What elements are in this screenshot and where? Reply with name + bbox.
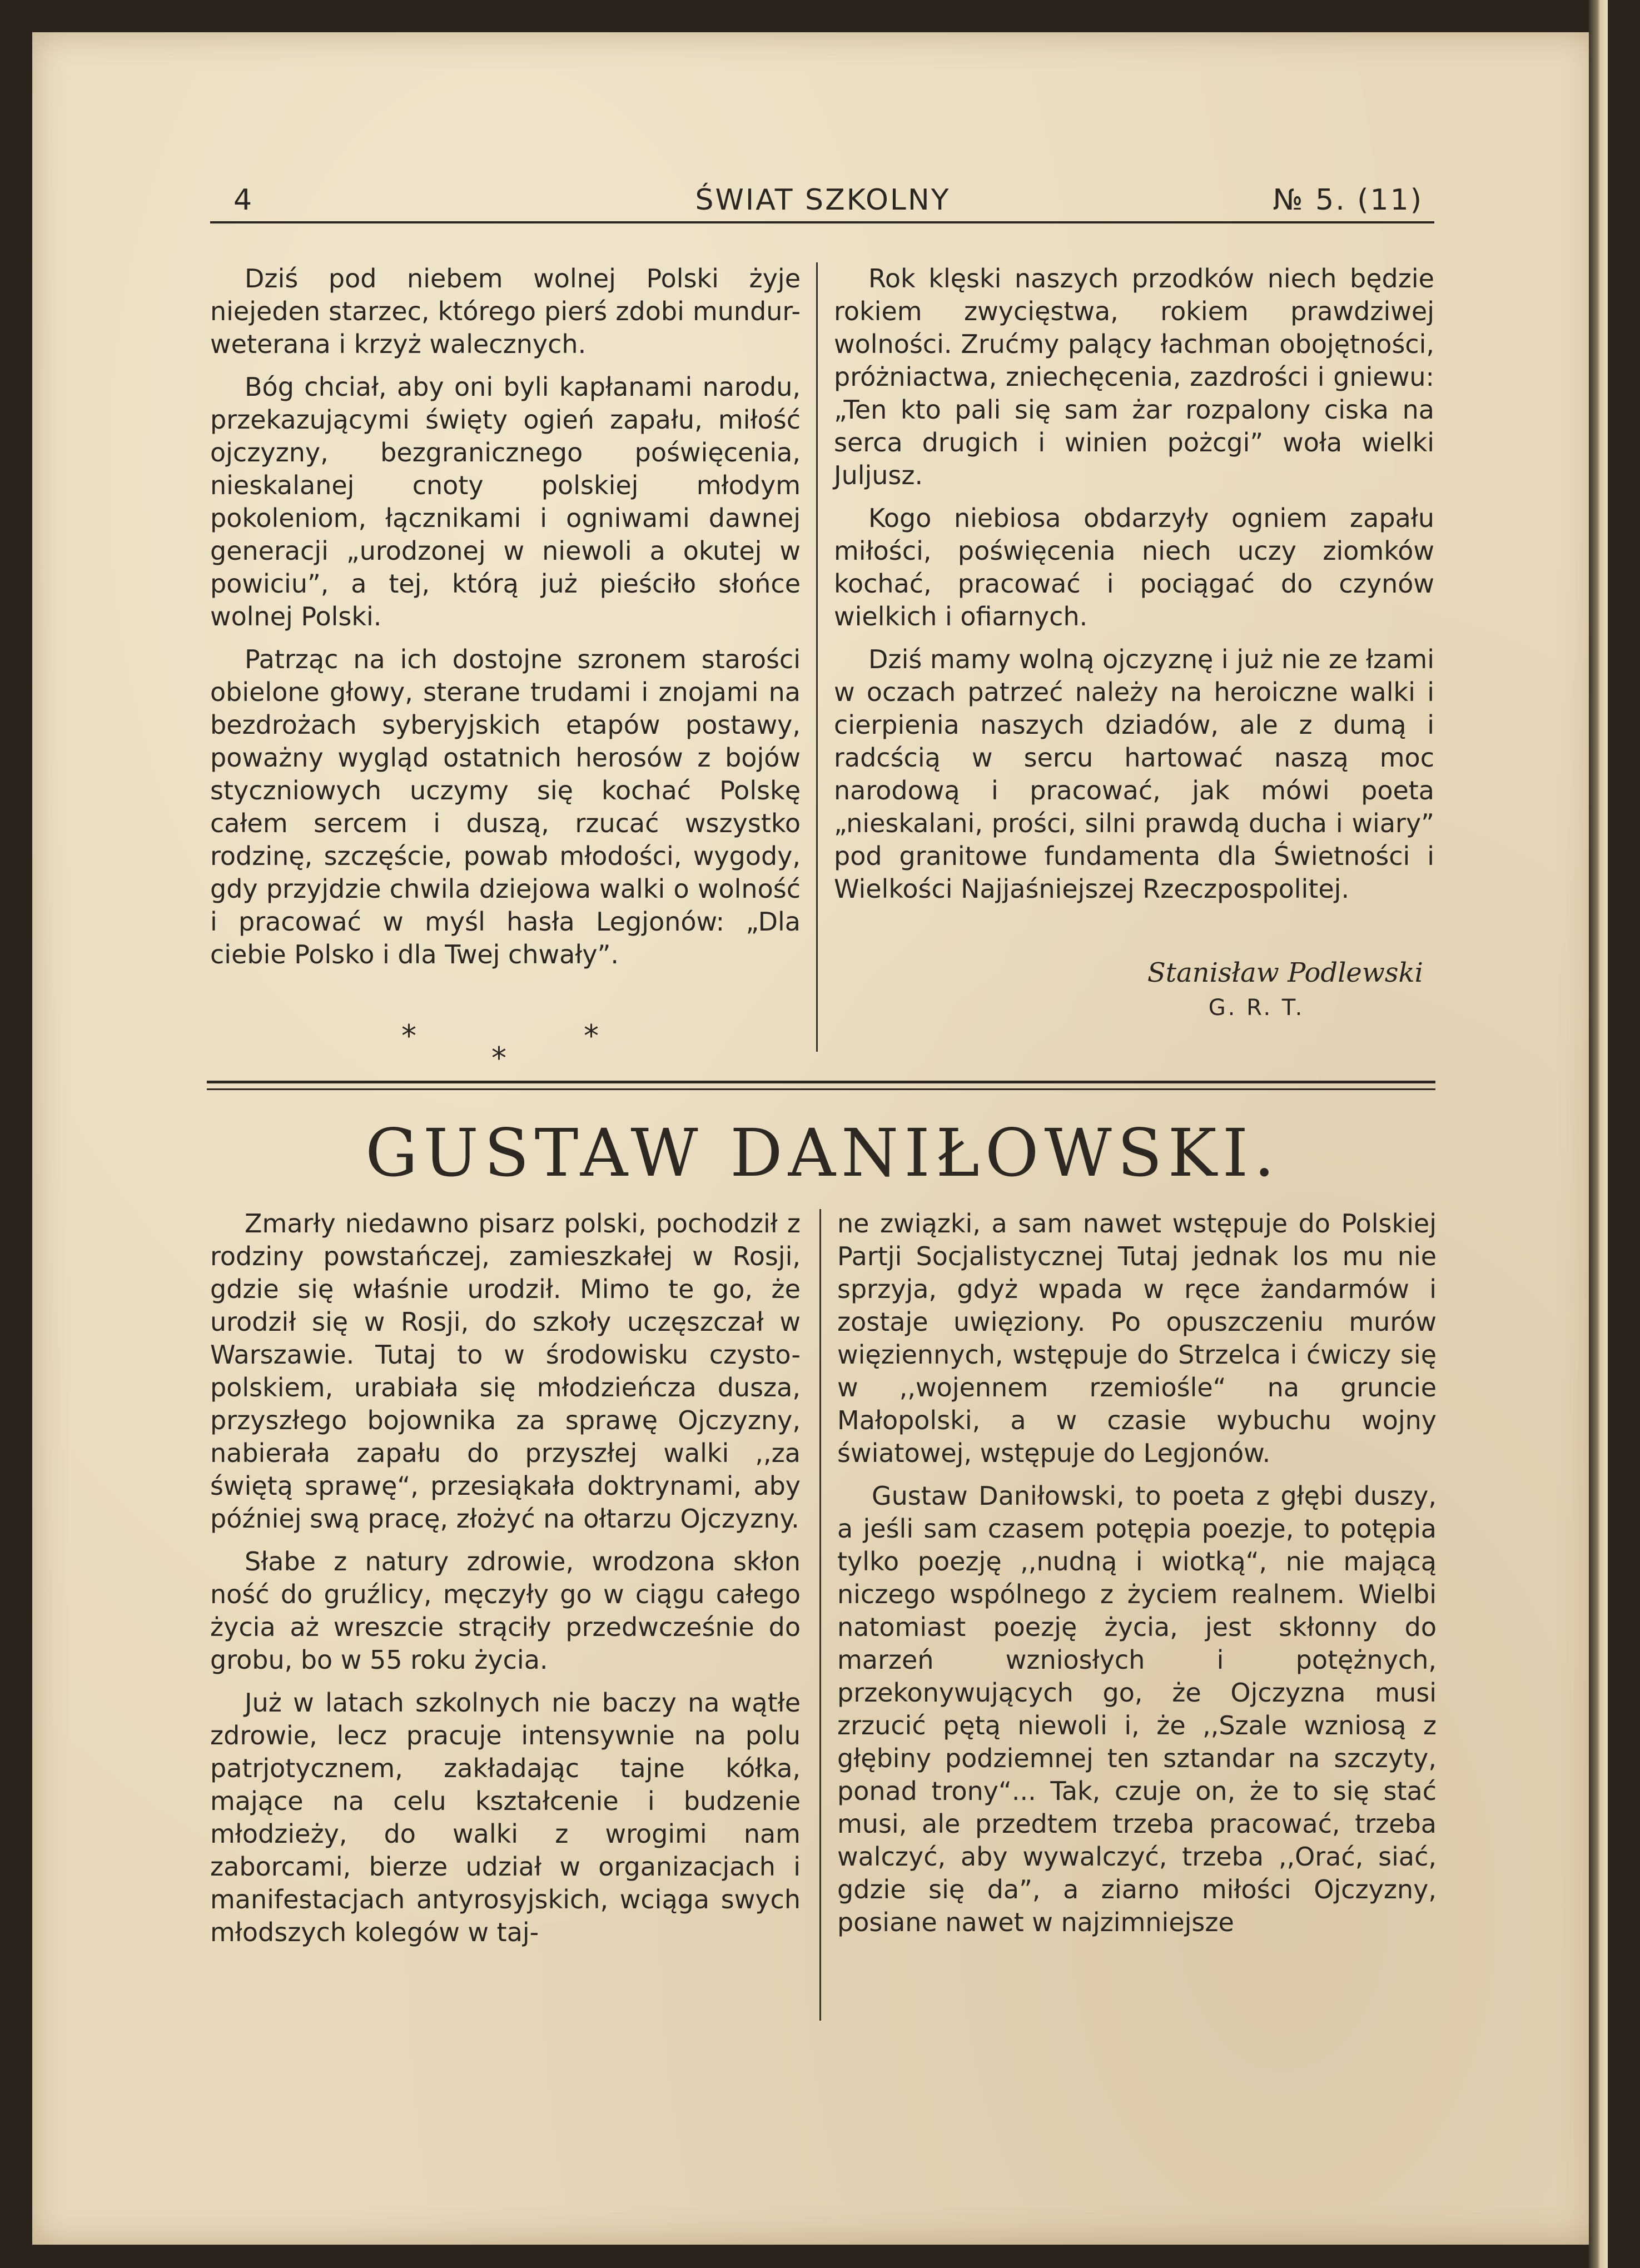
paragraph: Dziś mamy wolną ojczyznę i już nie ze łzami w oczach patrzeć należy na heroiczne walki i cierpienia naszych dziadów, ale z dumą i radcścią w sercu hartować naszą moc narodową i pracować, jak mówi poeta „nieskalani, prości, silni prawdą ducha i wiary” pod granitowe fundamenta dla Świetności i Wielkości Najjaśniejszej Rzeczpospolitej. (834, 644, 1434, 904)
paragraph: Słabe z natury zdrowie, wrodzona skłon ność do gruźlicy, męczyły go w ciągu całego życia aż wreszcie strąciły przedwcześnie do grobu, bo w 55 roku życia. (210, 1546, 801, 1675)
paragraph: Kogo niebiosa obdarzyły ogniem zapału miłości, poświęcenia niech uczy ziomków kochać, pracować i pociągać do czynów wielkich i ofiarnych. (834, 503, 1434, 631)
separator-asterisk: * (401, 1018, 416, 1053)
issue-number: № 5. (11) (1273, 183, 1423, 217)
paragraph: Bóg chciał, aby oni byli kapłanami narodu, przekazującymi święty ogień zapału, miłość ojczyzny, bezgranicznego poświęcenia, nieskalanej cnoty polskiej młodym pokoleniom, łącznikami i ogniwami dawnej generacji „urodzonej w niewoli a okutej w powiciu”, a tej, którą już pieściło słońce wolnej Polski. (210, 372, 801, 631)
article-right-column (837, 1207, 1437, 1939)
journal-title: ŚWIAT SZKOLNY (695, 183, 951, 217)
paragraph: ne związki, a sam nawet wstępuje do Polskiej Partji Socjalistycznej Tutaj jednak los mu nie sprzyja, gdyż wpada w ręce żandarmów i zostaje uwięziony. Po opuszczeniu murów więziennych, wstępuje do Strzelca i ćwiczy się w ,,wojennem rzemiośle“ na gruncie Małopolski, a w czasie wybuchu wojny światowej, wstępuje do Legjonów. (837, 1208, 1437, 1468)
paragraph: Gustaw Daniłowski, to poeta z głębi duszy, a jeśli sam czasem potępia poezje, to potępia tylko poezję ,,nudną i wiotką“, nie mającą niczego wspólnego z życiem realnem. Wielbi natomiast poezję życia, jest skłonny do marzeń wzniosłych i potężnych, przekonywujących go, że Ojczyzna musi zrzucić pętą niewoli i, że ,,Szale wzniosą z głębiny podziemnej ten sztandar na szczyty, ponad trony“... Tak, czuje on, że to się stać musi, ale przedtem trzeba pracować, trzeba walczyć, aby wywalczyć, trzeba ,,Orać, siać, gdzie się da”, a ziarno miłości Ojczyzny, posiane nawet w najzimniejsze (837, 1481, 1437, 1937)
section-rule (207, 1081, 1435, 1083)
paragraph: Już w latach szkolnych nie baczy na wątłe zdrowie, lecz pracuje intensywnie na polu patrjotycznem, zakładając tajne kółka, mające na celu kształcenie i budzenie młodzieży, do walki z wrogimi nam zaborcami, bierze udział w organizacjach i manifestacjach antyrosyjskich, wciąga swych młodszych kolegów w taj- (210, 1688, 801, 1947)
column-divider (819, 1209, 821, 2021)
top-left-column (210, 262, 801, 971)
paragraph: Dziś pod niebem wolnej Polski żyje niejeden starzec, którego pierś zdobi mundur-weterana i krzyż walecznych. (210, 263, 801, 359)
page-number: 4 (233, 183, 254, 217)
section-rule (207, 1088, 1435, 1090)
page-fold-shadow (1589, 0, 1608, 2268)
author-initials: G. R. T. (1208, 995, 1305, 1021)
running-header (211, 183, 1434, 223)
header-rule (210, 221, 1434, 223)
article-left-column (210, 1207, 801, 1949)
column-divider (816, 262, 818, 1052)
paragraph: Rok klęski naszych przodków niech będzie rokiem zwycięstwa, rokiem prawdziwej wolności. Zrućmy palący łachman obojętności, próżniactwa, zniechęcenia, zazdrości i gniewu: „Ten kto pali się sam żar rozpalony ciska na serca drugich i winien pożcgi” woła wielki Juljusz. (834, 263, 1434, 490)
article-title: GUSTAW DANIŁOWSKI. (365, 1115, 1280, 1191)
paragraph: Zmarły niedawno pisarz polski, pochodził z rodziny powstańczej, zamieszkałej w Rosji, gdzie się właśnie urodził. Mimo te go, że urodził się w Rosji, do szkoły uczęszczał w Warszawie. Tutaj to w środowisku czysto-polskiem, urabiała się młodzieńcza dusza, przyszłego bojownika za sprawę Ojczyzny, nabierała zapału do przyszłej walki ,,za świętą sprawę“, przesiąkała doktrynami, aby później swą pracę, złożyć na ołtarzu Ojczyzny. (210, 1208, 801, 1534)
separator-asterisk: * (491, 1041, 506, 1076)
paragraph: Patrząc na ich dostojne szronem starości obielone głowy, sterane trudami i znojami na bezdrożach syberyjskich etapów postawy, poważny wygląd ostatnich herosów z bojów styczniowych uczymy się kochać Polskę całem sercem i duszą, rzucać wszystko rodzinę, szczęście, powab młodości, wygody, gdy przyjdzie chwila dziejowa walki o wolność i pracować w myśl hasła Legjonów: „Dla ciebie Polsko i dla Twej chwały”. (210, 644, 801, 969)
top-right-column (834, 262, 1434, 906)
separator-asterisk: * (584, 1018, 599, 1053)
author-signature: Stanisław Podlewski (1147, 957, 1423, 988)
